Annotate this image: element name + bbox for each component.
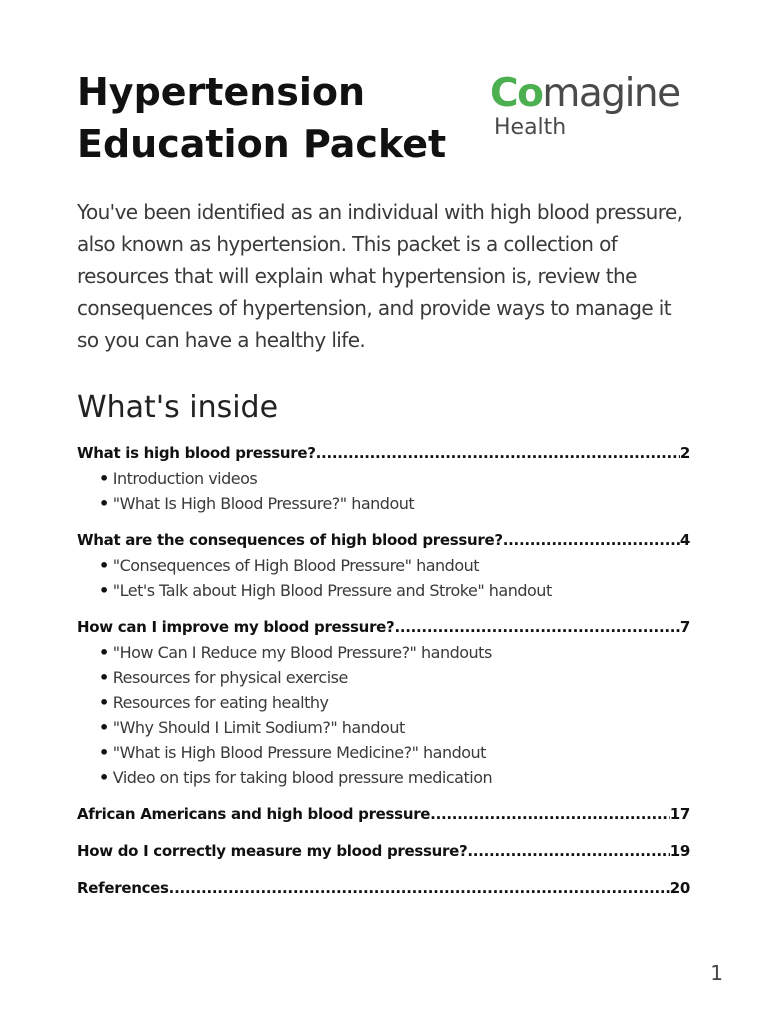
bullet-icon: • (99, 768, 109, 787)
toc-sub-item-text: "Why Should I Limit Sodium?" handout (112, 718, 405, 737)
dot-leader (430, 801, 670, 827)
toc-title: How can I improve my blood pressure? (77, 618, 395, 636)
toc-line[interactable] (77, 440, 690, 466)
toc-sub-item (99, 690, 690, 715)
toc-line[interactable] (77, 614, 690, 640)
toc-sub-item-text: "Let's Talk about High Blood Pressure and Stroke" handout (112, 581, 552, 600)
table-of-contents (77, 440, 690, 912)
toc-sub-item-text: Video on tips for taking blood pressure medication (112, 768, 493, 787)
bullet-icon: • (99, 693, 109, 712)
bullet-icon: • (99, 643, 109, 662)
logo-main-letters: magine (542, 71, 680, 116)
intro-paragraph: You've been identified as an individual with high blood pressure, also known as hypertension. This packet is a collection of resources that will explain what hypertension is, review the consequences of hypertension, and provide ways to manage it so you can have a healthy life. (77, 200, 683, 352)
toc-sub-item (99, 466, 690, 491)
toc-sub-item (99, 640, 690, 665)
toc-title: References (77, 879, 169, 897)
document-title (77, 66, 446, 170)
bullet-icon: • (99, 556, 109, 575)
toc-sub-list (77, 640, 690, 790)
toc-sub-item (99, 491, 690, 516)
toc-sub-item (99, 740, 690, 765)
toc-sub-item-text: "What is High Blood Pressure Medicine?" handout (112, 743, 486, 762)
toc-title: African Americans and high blood pressure (77, 805, 431, 823)
toc-sub-item-text: "What Is High Blood Pressure?" handout (112, 494, 415, 513)
page-number: 1 (710, 961, 723, 985)
toc-page-number: 4 (679, 531, 690, 549)
toc-section-consequences (77, 527, 690, 603)
toc-sub-item (99, 578, 690, 603)
toc-page-number: 20 (669, 879, 690, 897)
toc-sub-item (99, 553, 690, 578)
toc-sub-item (99, 665, 690, 690)
dot-leader (467, 838, 669, 864)
logo-subtitle: Health (494, 115, 567, 140)
bullet-icon: • (99, 469, 109, 488)
toc-title: What is high blood pressure? (77, 444, 316, 462)
title-line-1: Hypertension (77, 70, 366, 114)
toc-section-african-americans (77, 801, 690, 827)
toc-title: What are the consequences of high blood pressure? (77, 531, 503, 549)
title-line-2: Education Packet (77, 122, 447, 166)
toc-line[interactable] (77, 527, 690, 553)
toc-section-references (77, 875, 690, 901)
bullet-icon: • (99, 494, 109, 513)
logo-accent-letters: Co (490, 71, 543, 116)
dot-leader (316, 440, 680, 466)
toc-sub-list (77, 553, 690, 603)
comagine-health-logo (490, 70, 690, 142)
toc-sub-item-text: "How Can I Reduce my Blood Pressure?" handouts (112, 643, 492, 662)
bullet-icon: • (99, 718, 109, 737)
toc-page-number: 2 (679, 444, 690, 462)
toc-page-number: 19 (669, 842, 690, 860)
dot-leader (503, 527, 680, 553)
toc-page-number: 7 (679, 618, 690, 636)
toc-sub-item (99, 715, 690, 740)
toc-line[interactable] (77, 875, 690, 901)
toc-sub-list (77, 466, 690, 516)
toc-sub-item-text: Resources for physical exercise (112, 668, 348, 687)
toc-section-high-blood-pressure (77, 440, 690, 516)
bullet-icon: • (99, 581, 109, 600)
bullet-icon: • (99, 743, 109, 762)
toc-line[interactable] (77, 838, 690, 864)
toc-page-number: 17 (669, 805, 690, 823)
toc-sub-item-text: Resources for eating healthy (112, 693, 329, 712)
whats-inside-heading: What's inside (77, 390, 279, 425)
dot-leader (169, 875, 670, 901)
bullet-icon: • (99, 668, 109, 687)
toc-sub-item-text: "Consequences of High Blood Pressure" handout (112, 556, 480, 575)
dot-leader (394, 614, 679, 640)
toc-section-measure (77, 838, 690, 864)
logo-wordmark (490, 70, 680, 118)
toc-line[interactable] (77, 801, 690, 827)
toc-title: How do I correctly measure my blood pressure? (77, 842, 468, 860)
toc-sub-item (99, 765, 690, 790)
toc-section-improve (77, 614, 690, 790)
toc-sub-item-text: Introduction videos (112, 469, 258, 488)
